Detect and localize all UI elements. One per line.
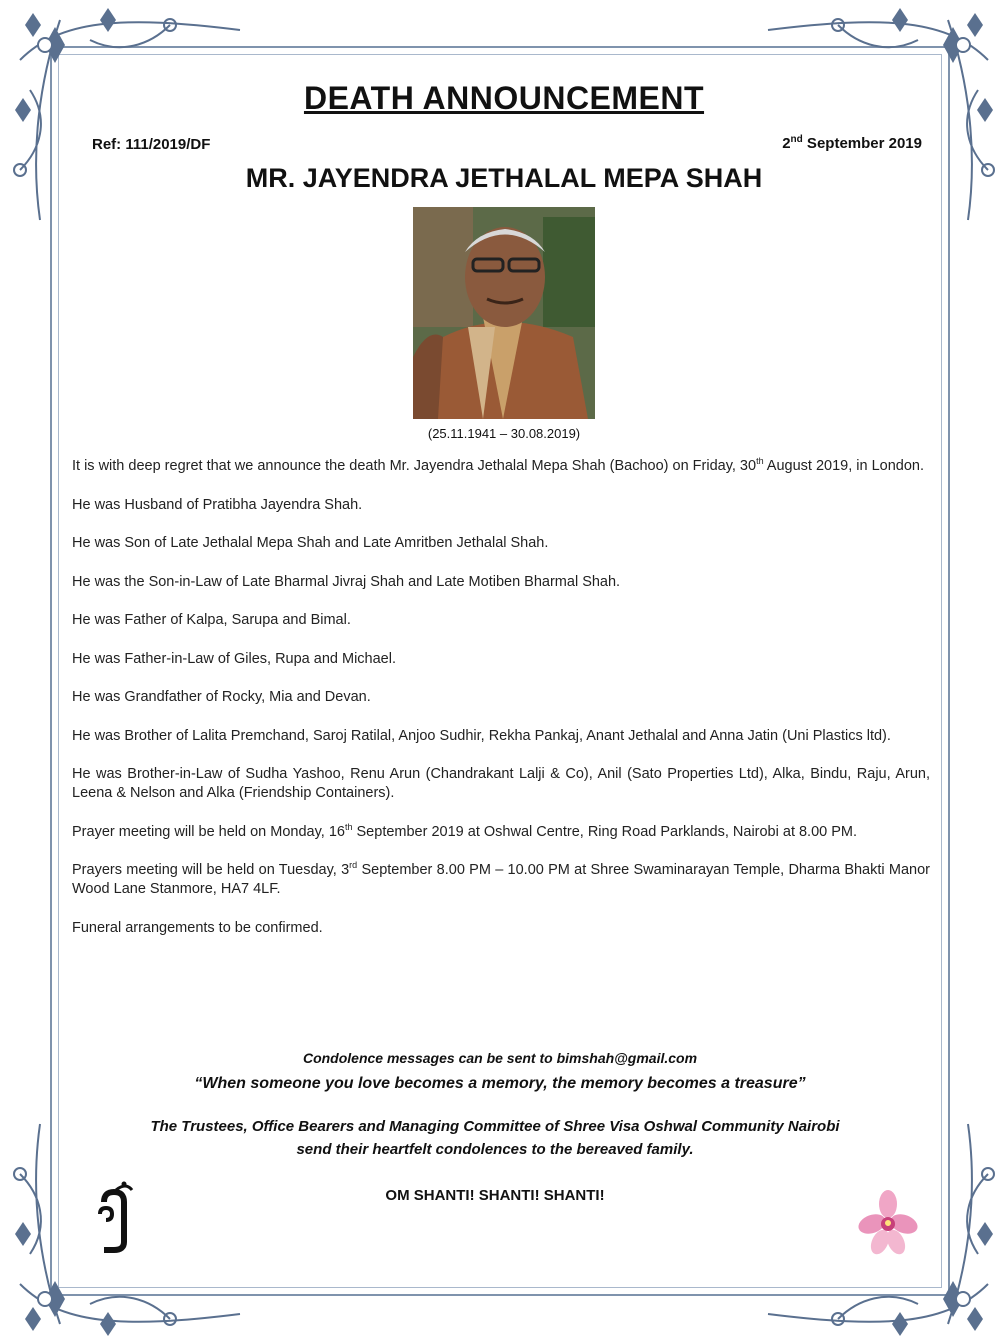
paragraph-son: He was Son of Late Jethalal Mepa Shah and Late Amritben Jethalal Shah.: [72, 535, 549, 551]
deceased-name: MR. JAYENDRA JETHALAL MEPA SHAH: [245, 163, 763, 193]
trustees-line-2: send their heartfelt condolences to the bereaved family.: [296, 1141, 694, 1158]
orchid-flower-icon: [858, 1190, 918, 1261]
paragraph-husband: He was Husband of Pratibha Jayendra Shah.: [72, 496, 363, 513]
announcement-date: [782, 134, 922, 152]
trustees-line-1: The Trustees, Office Bearers and Managing Committee of Shree Visa Oshwal Community Nairobi: [150, 1118, 840, 1135]
lifespan-dates: (25.11.1941 – 30.08.2019): [427, 426, 581, 441]
date-day: 2: [782, 135, 791, 152]
paragraph-prayer-nairobi: Prayer meeting will be held on Monday, 16th September 2019 at Oshwal Centre, Ring Road Parklands, Nairobi at 8.00 PM.: [72, 821, 858, 840]
paragraph-grandfather: He was Grandfather of Rocky, Mia and Devan.: [72, 689, 371, 705]
om-shanti: OM SHANTI! SHANTI! SHANTI!: [385, 1187, 605, 1204]
paragraph-brother-in-law: He was Brother-in-Law of Sudha Yashoo, Renu Arun (Chandrakant Lalji & Co), Anil (Sato Properties Ltd), Alka, Bindu, Raju, Arun, Leena & Nelson and Alka (Friendship Containers).: [72, 766, 930, 801]
trustees-message: [0, 1115, 990, 1161]
paragraph-prayer-stanmore: Prayers meeting will be held on Tuesday, 3rd September 8.00 PM – 10.00 PM at Shree Swaminarayan Temple, Dharma Bhakti Manor Wood Lane Stanmore, HA7 4LF.: [72, 860, 930, 897]
date-suffix: nd: [790, 134, 803, 145]
paragraph-death: It is with deep regret that we announce the death Mr. Jayendra Jethalal Mepa Shah (Bachoo) on Friday, 30th August 2019, in London.: [72, 456, 925, 474]
portrait-photo: [413, 207, 595, 419]
paragraph-father-in-law: He was Father-in-Law of Giles, Rupa and Michael.: [72, 650, 396, 667]
jain-om-icon: [96, 1180, 136, 1260]
paragraph-father: He was Father of Kalpa, Sarupa and Bimal.: [72, 612, 351, 628]
condolence-contact: Condolence messages can be sent to bimshah@gmail.com: [302, 1050, 698, 1066]
paragraph-brother: He was Brother of Lalita Premchand, Saroj Ratilal, Anjoo Sudhir, Rekha Pankaj, Anant Jethalal and Anna Jatin (Uni Plastics ltd).: [72, 727, 891, 744]
memorial-quote: “When someone you love becomes a memory, the memory becomes a treasure”: [194, 1075, 806, 1092]
paragraph-son-in-law: He was the Son-in-Law of Late Bharmal Jivraj Shah and Late Motiben Bharmal Shah.: [72, 573, 621, 590]
announcement-body: [72, 457, 930, 957]
page-title: DEATH ANNOUNCEMENT: [303, 80, 705, 116]
reference-number: Ref: 111/2019/DF: [92, 136, 211, 153]
paragraph-funeral: Funeral arrangements to be confirmed.: [72, 919, 323, 936]
date-rest: September 2019: [802, 135, 922, 152]
